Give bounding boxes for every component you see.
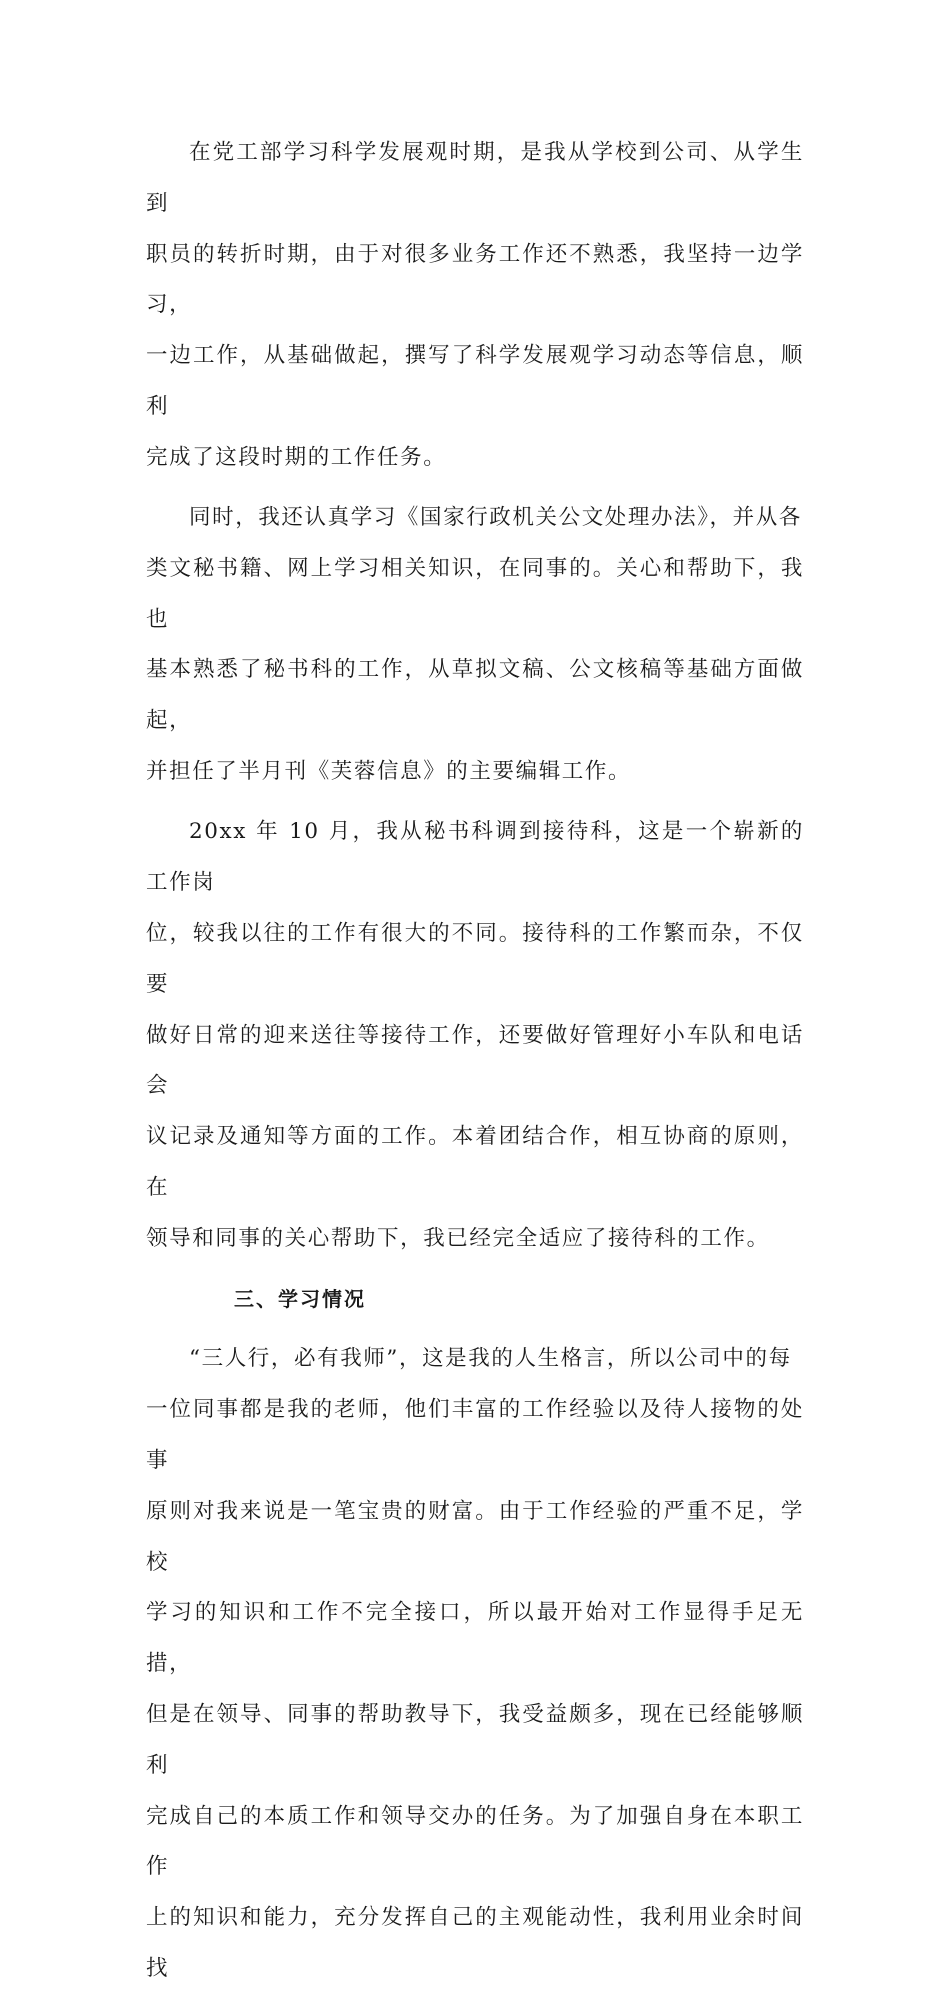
paragraph-secretary-work: 同时，我还认真学习《国家行政机关公文处理办法》，并从各 类文秘书籍、网上学习相关知识，在同事的。关心和帮助下，我也 基本熟悉了秘书科的工作，从草拟文稿、公文核稿等基础方面做起， 并担任了半月刊《芙蓉信息》的主要编辑工作。	[146, 505, 804, 785]
paragraph-party-work-study: 在党工部学习科学发展观时期，是我从学校到公司、从学生到 职员的转折时期，由于对很多业务工作还不熟悉，我坚持一边学习， 一边工作，从基础做起，撰写了科学发展观学习动态等信息，顺利 完成了这段时期的工作任务。	[146, 140, 804, 470]
section-heading-study: 三、学习情况	[234, 1287, 366, 1312]
paragraph-reception-work: 20xx 年 10 月，我从秘书科调到接待科，这是一个崭新的工作岗 位，较我以往的工作有很大的不同。接待科的工作繁而杂，不仅要 做好日常的迎来送往等接待工作，还要做好管理好小车队和电话会 议记录及通知等方面的工作。本着团结合作，相互协商的原则，在 领导和同事的关心帮助下，我已经完全适应了接待科的工作。	[146, 819, 804, 1251]
paragraph-study-situation: “三人行，必有我师”，这是我的人生格言，所以公司中的每 一位同事都是我的老师，他们丰富的工作经验以及待人接物的处事 原则对我来说是一笔宝贵的财富。由于工作经验的严重不足，学校 学习的知识和工作不完全接口，所以最开始对工作显得手足无措， 但是在领导、同事的帮助教导下，我受益颇多，现在已经能够顺利 完成自己的本质工作和领导交办的任务。为了加强自身在本职工作 上的知识和能力，充分发挥自己的主观能动性，我利用业余时间找	[146, 1346, 804, 1981]
document-body	[146, 128, 804, 2004]
